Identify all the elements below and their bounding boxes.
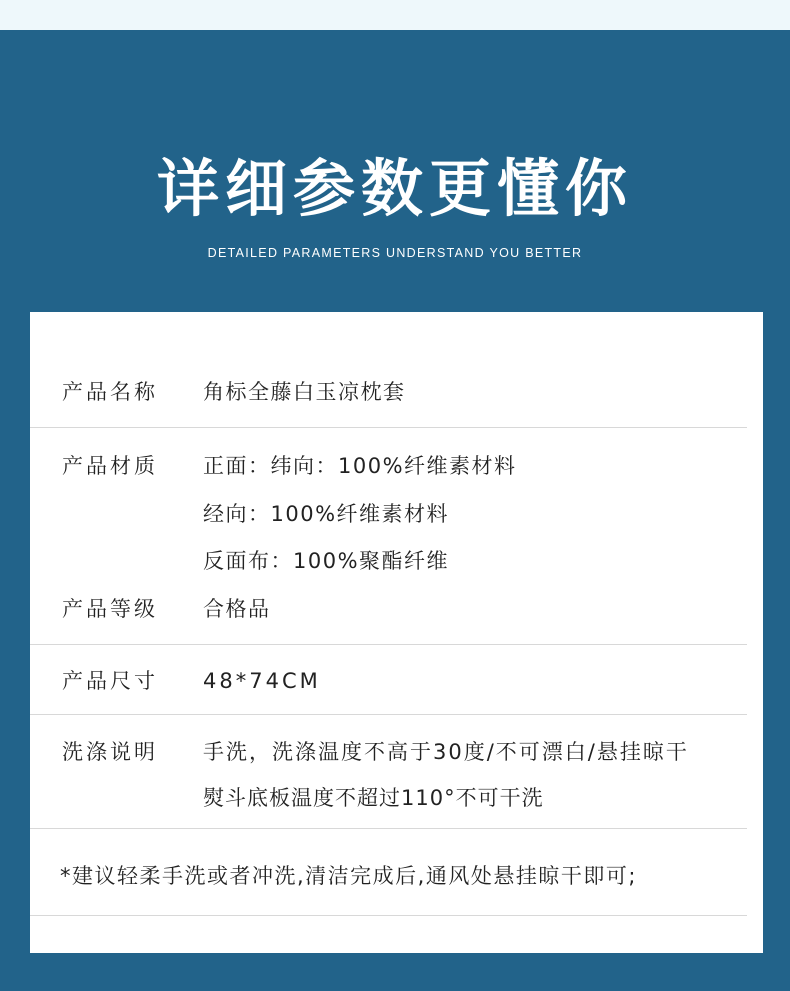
top-strip <box>0 0 790 30</box>
divider <box>30 828 747 829</box>
param-label-wash: 洗涤说明 <box>62 740 158 764</box>
page-subtitle: DETAILED PARAMETERS UNDERSTAND YOU BETTER <box>207 246 583 260</box>
param-value-material-front: 正面：纬向：100%纤维素材料 <box>203 454 517 478</box>
param-value-material-back: 反面布：100%聚酯纤维 <box>203 549 450 573</box>
param-label-size: 产品尺寸 <box>62 669 158 693</box>
divider <box>30 714 747 715</box>
page-title: 详细参数更懂你 <box>156 152 633 225</box>
param-value-name: 角标全藤白玉凉枕套 <box>203 380 406 404</box>
parameters-card <box>30 312 763 953</box>
param-value-grade: 合格品 <box>203 597 271 621</box>
divider <box>30 644 747 645</box>
param-label-material: 产品材质 <box>62 454 158 478</box>
param-label-name: 产品名称 <box>62 380 158 404</box>
param-label-grade: 产品等级 <box>62 597 158 621</box>
divider <box>30 427 747 428</box>
param-value-wash-2: 熨斗底板温度不超过110°不可干洗 <box>203 786 544 810</box>
param-value-wash-1: 手洗，洗涤温度不高于30度/不可漂白/悬挂晾干 <box>203 740 689 764</box>
param-value-size: 48*74CM <box>203 669 321 693</box>
care-note: *建议轻柔手洗或者冲洗,清洁完成后,通风处悬挂晾干即可; <box>60 864 637 888</box>
param-value-material-warp: 经向：100%纤维素材料 <box>203 502 450 526</box>
divider <box>30 915 747 916</box>
